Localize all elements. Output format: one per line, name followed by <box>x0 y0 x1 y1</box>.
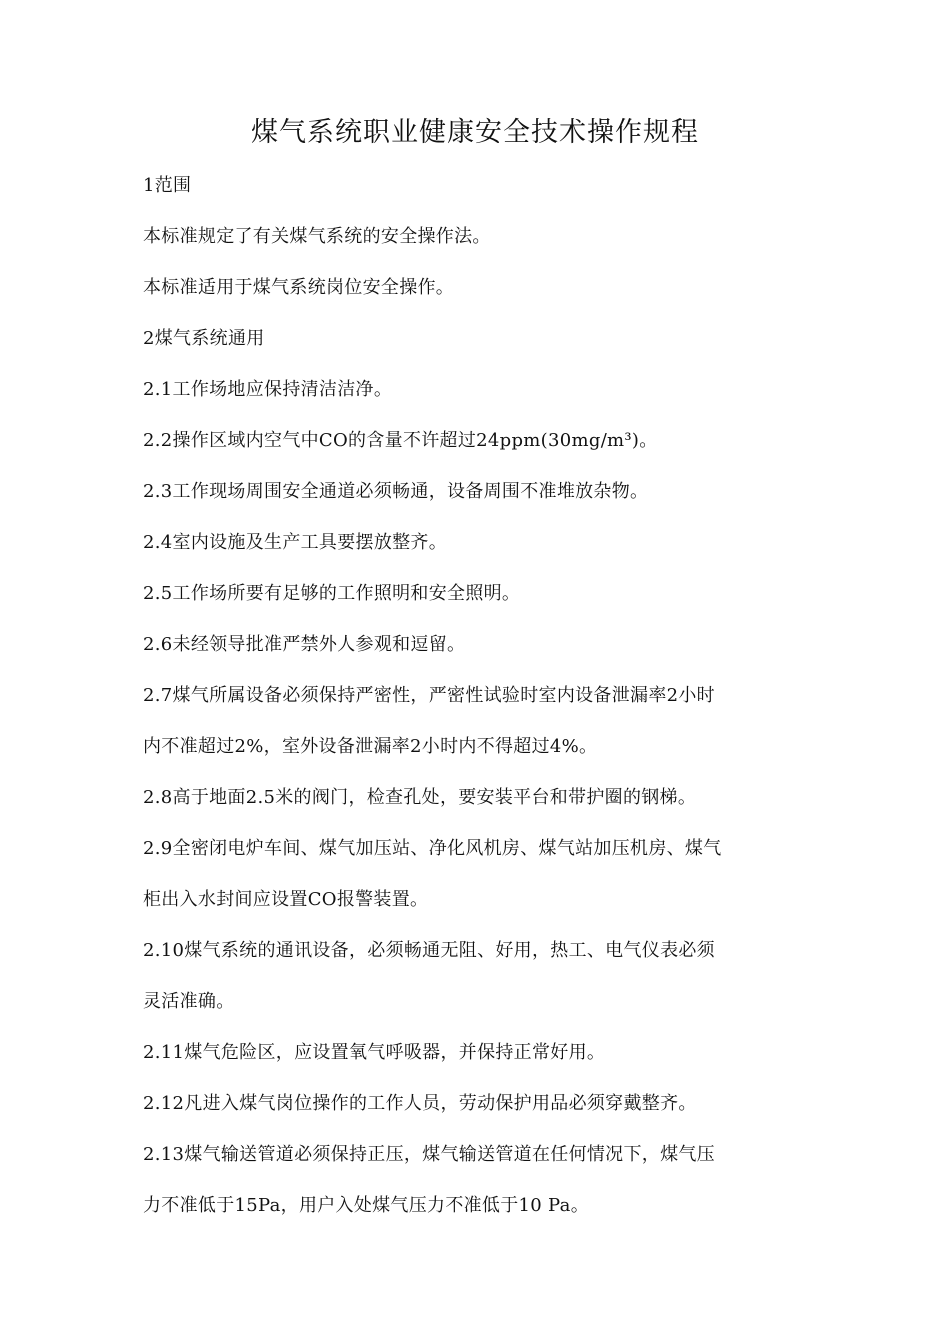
clause-continuation-line: 力不准低于15Pa，用户入处煤气压力不准低于10 Pa。 <box>143 1195 589 1216</box>
clause-line: 2.1工作场地应保持清洁洁净。 <box>143 379 393 400</box>
clause-line: 2.8高于地面2.5米的阀门，检查孔处，要安装平台和带护圈的钢梯。 <box>143 787 697 808</box>
document-body <box>143 160 823 1231</box>
clause-line: 2.13煤气输送管道必须保持正压，煤气输送管道在任何情况下，煤气压 <box>143 1144 715 1165</box>
clause-line: 2.5工作场所要有足够的工作照明和安全照明。 <box>143 583 521 604</box>
clause-line: 2.10煤气系统的通讯设备，必须畅通无阻、好用，热工、电气仪表必须 <box>143 940 715 961</box>
clause-continuation-line: 内不准超过2%，室外设备泄漏率2小时内不得超过4%。 <box>143 736 598 757</box>
paragraph-line: 本标准规定了有关煤气系统的安全操作法。 <box>143 226 491 247</box>
clause-line: 2.9全密闭电炉车间、煤气加压站、净化风机房、煤气站加压机房、煤气 <box>143 838 722 859</box>
clause-line: 2.12凡进入煤气岗位操作的工作人员，劳动保护用品必须穿戴整齐。 <box>143 1093 697 1114</box>
clause-line: 2.7煤气所属设备必须保持严密性，严密性试验时室内设备泄漏率2小时 <box>143 685 715 706</box>
clause-continuation-line: 灵活准确。 <box>143 991 235 1012</box>
clause-line: 2.2操作区域内空气中CO的含量不许超过24ppm(30mg/m³)。 <box>143 430 658 451</box>
section-heading: 2煤气系统通用 <box>143 328 265 349</box>
paragraph-line: 本标准适用于煤气系统岗位安全操作。 <box>143 277 455 298</box>
clause-continuation-line: 柜出入水封间应设置CO报警装置。 <box>143 889 429 910</box>
clause-line: 2.6未经领导批准严禁外人参观和逗留。 <box>143 634 466 655</box>
clause-line: 2.3工作现场周围安全通道必须畅通，设备周围不准堆放杂物。 <box>143 481 649 502</box>
clause-line: 2.11煤气危险区，应设置氧气呼吸器，并保持正常好用。 <box>143 1042 606 1063</box>
clause-line: 2.4室内设施及生产工具要摆放整齐。 <box>143 532 448 553</box>
document-title: 煤气系统职业健康安全技术操作规程 <box>251 117 699 148</box>
section-heading: 1范围 <box>143 175 192 196</box>
